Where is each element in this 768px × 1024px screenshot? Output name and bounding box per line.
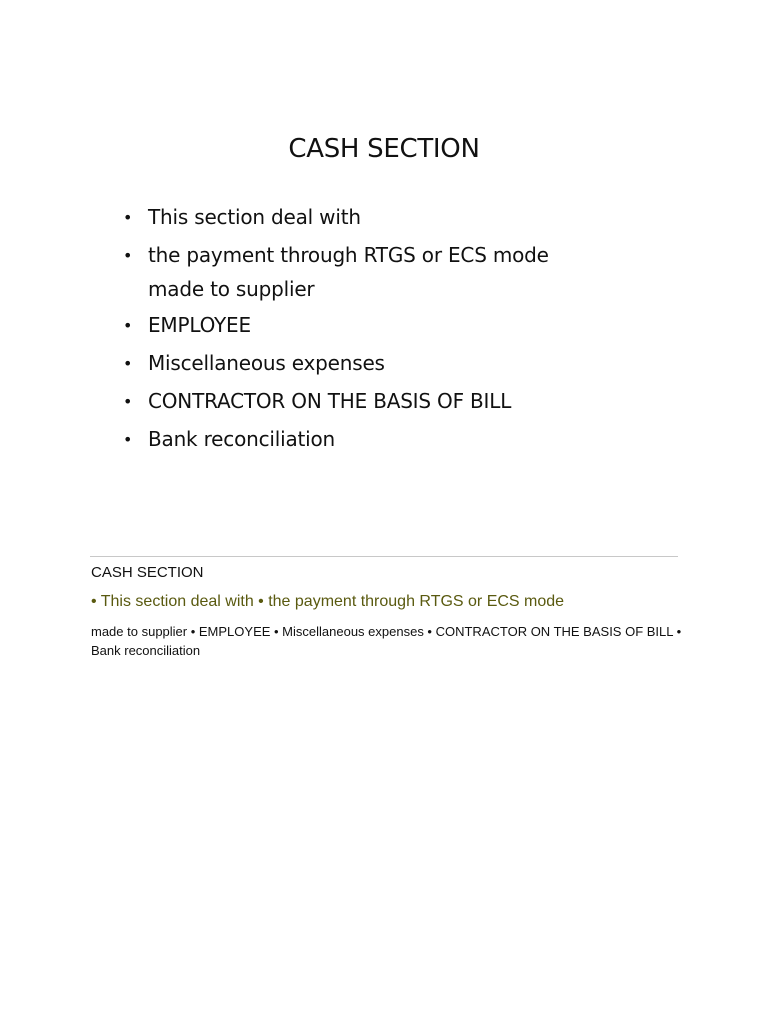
slide-bullet-continuation: made to supplier [148,277,315,301]
section-divider [90,556,678,557]
slide-bullet-item [120,422,680,457]
slide-bullet-item [120,384,680,419]
bullet-icon: • [123,354,133,373]
slide-bullet-text: This section deal with [148,205,361,229]
slide-bullet-item [120,200,680,235]
slide-bullet-list [120,200,680,460]
extracted-title: CASH SECTION [91,564,204,581]
bullet-icon: • [123,430,133,449]
slide-bullet-item [120,308,680,343]
bullet-icon: • [123,246,133,265]
slide-title: CASH SECTION [288,134,480,164]
slide-bullet-text: EMPLOYEE [148,313,251,337]
extracted-highlight-line: • This section deal with • the payment through RTGS or ECS mode [91,593,565,610]
slide-bullet-text: Bank reconciliation [148,427,336,451]
slide-bullet-text: the payment through RTGS or ECS mode [148,243,549,267]
bullet-icon: • [123,316,133,335]
slide-bullet-text: Miscellaneous expenses [148,351,385,375]
extracted-body-text: made to supplier • EMPLOYEE • Miscellaneous expenses • CONTRACTOR ON THE BASIS OF BILL • Bank reconciliation [91,624,682,658]
bullet-icon: • [123,208,133,227]
slide-bullet-item [120,238,680,305]
slide-bullet-text: CONTRACTOR ON THE BASIS OF BILL [148,389,512,413]
bullet-icon: • [123,392,133,411]
slide-bullet-item [120,346,680,381]
